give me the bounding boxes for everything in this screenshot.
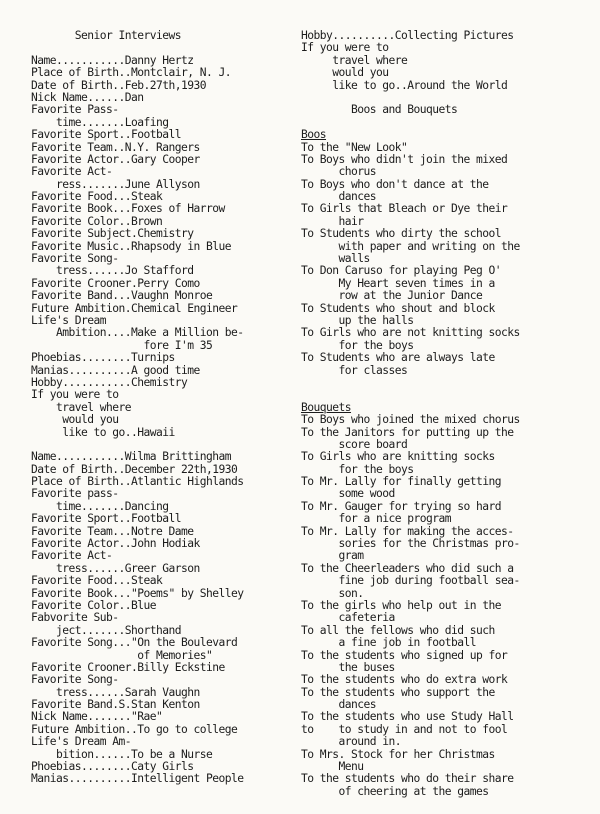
text-line: like to go..Around the World <box>301 78 508 92</box>
text-line: To the girls who help out in the <box>301 598 502 612</box>
text-line: would you <box>301 66 389 80</box>
text-line: with paper and writing on the <box>301 239 520 253</box>
text-line: Bouquets <box>301 400 352 414</box>
text-line: To Don Caruso for playing Peg O' <box>301 264 502 278</box>
text-line: Favorite pass- <box>31 487 119 501</box>
text-line: score board <box>301 437 408 451</box>
text-line: Favorite Book...Foxes of Harrow <box>31 202 225 216</box>
text-line: My Heart seven times in a <box>301 276 495 290</box>
text-line: Hobby..........Collecting Pictures <box>301 29 514 42</box>
text-line: for the boys <box>301 338 414 352</box>
text-line: cafeteria <box>301 611 395 625</box>
text-line: travel where <box>31 400 132 414</box>
text-line: Date of Birth..Feb.27th,1930 <box>31 78 207 92</box>
text-line: To the Cheerleaders who did such a <box>301 561 514 575</box>
text-line: Favorite Food...Steak <box>31 190 163 204</box>
text-line: row at the Junior Dance <box>301 289 483 303</box>
text-line: Favorite Book..."Poems" by Shelley <box>31 586 244 600</box>
text-line: Favorite Band.S.Stan Kenton <box>31 698 200 712</box>
senior-interviews-column <box>31 30 303 786</box>
text-line: to to study in and not to fool <box>301 722 508 736</box>
text-line: Fabvorite Sub- <box>31 611 119 625</box>
text-line: Future Ambition..To go to college <box>31 722 238 736</box>
text-line: To all the fellows who did such <box>301 623 495 637</box>
text-line: Favorite Pass- <box>31 103 119 117</box>
text-line: Favorite Crooner.Perry Como <box>31 276 200 290</box>
text-line: son. <box>301 586 364 600</box>
text-line: To Students who dirty the school <box>301 227 502 241</box>
text-line: To Mrs. Stock for her Christmas <box>301 747 495 761</box>
text-line: time.......Dancing <box>31 499 169 513</box>
text-line: sories for the Christmas pro- <box>301 537 520 551</box>
text-line: fine job during football sea- <box>301 574 520 588</box>
text-line: Favorite Song- <box>31 673 119 687</box>
text-line: Favorite Team...Notre Dame <box>31 524 194 538</box>
text-line: a fine job in football <box>301 636 477 650</box>
text-line: the buses <box>301 660 395 674</box>
text-line: To Girls that Bleach or Dye their <box>301 202 508 216</box>
text-line: Ambition....Make a Million be- <box>31 326 244 340</box>
text-line: Favorite Crooner.Billy Eckstine <box>31 660 225 674</box>
text-line: To the students who do extra work <box>301 673 508 687</box>
text-line: Date of Birth..December 22th,1930 <box>31 462 238 476</box>
text-line: To the students who support the <box>301 685 495 699</box>
text-line: To Mr. Lally for making the acces- <box>301 524 514 538</box>
text-line: Favorite Food...Steak <box>31 574 163 588</box>
text-line: dances <box>301 698 377 712</box>
text-line: Life's Dream <box>31 313 107 327</box>
text-line: for classes <box>301 363 408 377</box>
text-line: Favorite Sport..Football <box>31 128 182 142</box>
text-line: Favorite Sport..Football <box>31 512 182 526</box>
text-line: Future Ambition.Chemical Engineer <box>31 301 238 315</box>
text-line: Place of Birth..Atlantic Highlands <box>31 475 244 489</box>
text-line: Favorite Act- <box>31 165 113 179</box>
text-line: tress......Sarah Vaughn <box>31 685 200 699</box>
text-line: dances <box>301 190 377 204</box>
text-line: hair <box>301 214 364 228</box>
text-line: To Mr. Lally for finally getting <box>301 475 502 489</box>
text-line: Favorite Music..Rhapsody in Blue <box>31 239 232 253</box>
text-line: Place of Birth..Montclair, N. J. <box>31 66 232 80</box>
text-line: chorus <box>301 165 377 179</box>
text-line: up the halls <box>301 313 414 327</box>
text-line: Name...........Wilma Brittingham <box>31 450 232 464</box>
text-line: Favorite Song- <box>31 252 119 266</box>
text-line: Favorite Subject.Chemistry <box>31 227 194 241</box>
text-line: If you were to <box>301 41 389 55</box>
boos-and-bouquets-column <box>301 30 597 798</box>
text-line: Phoebias........Turnips <box>31 351 175 365</box>
text-line: To Boys who joined the mixed chorus <box>301 413 520 427</box>
blank-line <box>31 42 303 54</box>
text-line: To the students who do their share <box>301 772 514 786</box>
text-line: Favorite Band...Vaughn Monroe <box>31 289 213 303</box>
text-line: If you were to <box>31 388 119 402</box>
text-line: To Girls who are not knitting socks <box>301 326 520 340</box>
text-line: like to go..Hawaii <box>31 425 175 439</box>
text-line: Phoebias........Caty Girls <box>31 760 194 774</box>
text-line: Boos <box>301 128 327 142</box>
text-line: To the "New Look" <box>301 140 408 154</box>
text-line: time.......Loafing <box>31 115 169 129</box>
text-line: of Memories" <box>31 648 213 662</box>
text-line: tress......Greer Garson <box>31 561 200 575</box>
text-line: ject.......Shorthand <box>31 623 182 637</box>
text-line: travel where <box>301 53 408 67</box>
text-line: Senior Interviews <box>31 29 182 42</box>
text-line: gram <box>301 549 364 563</box>
blank-line <box>301 117 597 129</box>
text-line: Manias..........A good time <box>31 363 200 377</box>
text-line: would you <box>31 413 119 427</box>
text-line: To the students who signed up for <box>301 648 508 662</box>
text-line: Nick Name......."Rae" <box>31 710 163 724</box>
text-line: To Boys who don't dance at the <box>301 177 489 191</box>
text-line: To Mr. Gauger for trying so hard <box>301 499 502 513</box>
text-line: Favorite Team..N.Y. Rangers <box>31 140 200 154</box>
text-line: some wood <box>301 487 395 501</box>
text-line: tress......Jo Stafford <box>31 264 194 278</box>
blank-line <box>301 377 597 389</box>
text-line: around in. <box>301 735 402 749</box>
text-line: To the Janitors for putting up the <box>301 425 514 439</box>
text-line: Favorite Song..."On the Boulevard <box>31 636 238 650</box>
text-line: fore I'm 35 <box>31 338 213 352</box>
text-line: bition......To be a Nurse <box>31 747 213 761</box>
text-line: Life's Dream Am- <box>31 735 132 749</box>
text-line: for the boys <box>301 462 414 476</box>
text-line: Menu <box>301 760 364 774</box>
text-line: Boos and Bouquets <box>301 103 458 117</box>
text-line: for a nice program <box>301 512 452 526</box>
text-line: Favorite Actor..Gary Cooper <box>31 152 200 166</box>
text-line: of cheering at the games <box>301 784 489 798</box>
text-line: Hobby...........Chemistry <box>31 375 188 389</box>
text-line: To Girls who are knitting socks <box>301 450 495 464</box>
text-line: Favorite Act- <box>31 549 113 563</box>
text-line: To Students who shout and block <box>301 301 495 315</box>
text-line: To the students who use Study Hall <box>301 710 514 724</box>
text-line: Favorite Color..Brown <box>31 214 163 228</box>
text-line: walls <box>301 252 370 266</box>
blank-line <box>301 389 597 401</box>
text-line: Name...........Danny Hertz <box>31 53 194 67</box>
text-line: ress.......June Allyson <box>31 177 200 191</box>
text-line: To Boys who didn't join the mixed <box>301 152 508 166</box>
text-line: Favorite Color..Blue <box>31 598 157 612</box>
text-line: Favorite Actor..John Hodiak <box>31 537 200 551</box>
text-line: Manias..........Intelligent People <box>31 772 244 786</box>
text-line: To Students who are always late <box>301 351 495 365</box>
text-line: Nick Name......Dan <box>31 90 144 104</box>
